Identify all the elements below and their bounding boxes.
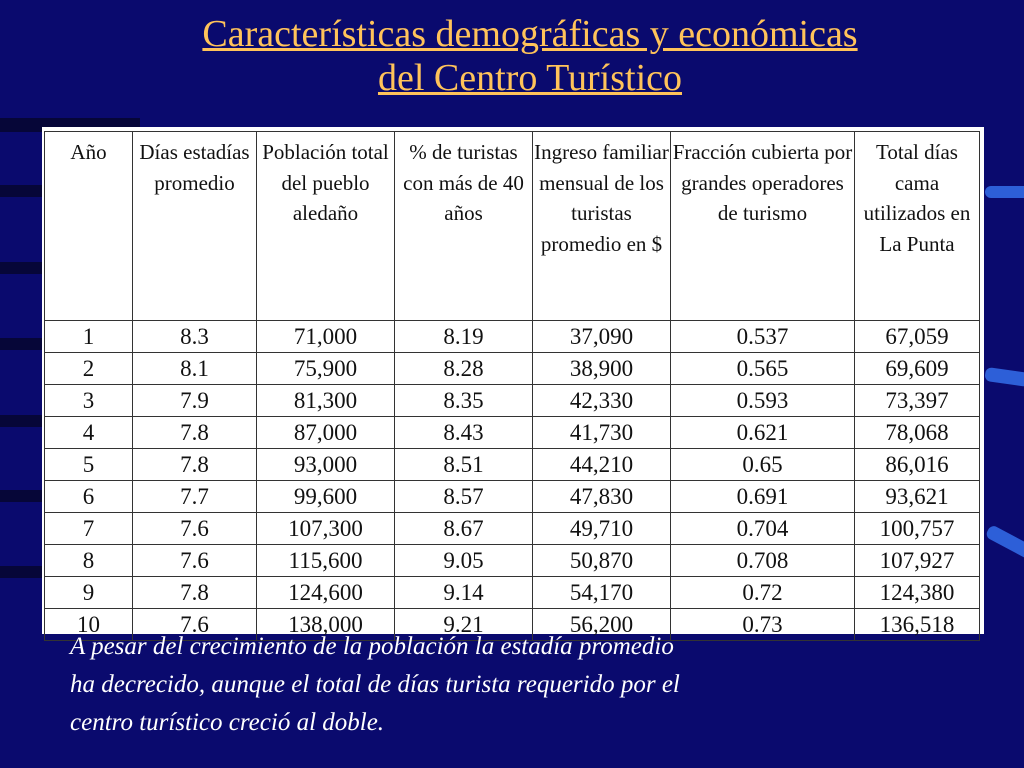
table-row — [45, 481, 980, 513]
table-cell: 37,090 — [533, 321, 671, 353]
table-cell: 8.35 — [395, 385, 533, 417]
table-cell: 7 — [45, 513, 133, 545]
table-cell: 75,900 — [257, 353, 395, 385]
column-header-town-population: Población total del pueblo aledaño — [257, 132, 395, 321]
table-cell: 67,059 — [855, 321, 980, 353]
table-cell: 9.05 — [395, 545, 533, 577]
table-cell: 7.6 — [133, 609, 257, 641]
table-cell: 100,757 — [855, 513, 980, 545]
table-cell: 0.537 — [671, 321, 855, 353]
background-stripe — [0, 415, 45, 427]
table-row — [45, 417, 980, 449]
table-cell: 93,000 — [257, 449, 395, 481]
table-cell: 7.6 — [133, 513, 257, 545]
table-cell: 8.51 — [395, 449, 533, 481]
column-header-total-bed-days: Total días cama utilizados en La Punta — [855, 132, 980, 321]
table-cell: 7.8 — [133, 417, 257, 449]
table-header-row — [45, 132, 980, 321]
table-cell: 8.57 — [395, 481, 533, 513]
table-cell: 6 — [45, 481, 133, 513]
table-cell: 8.3 — [133, 321, 257, 353]
table-cell: 0.621 — [671, 417, 855, 449]
table-cell: 124,600 — [257, 577, 395, 609]
column-header-tourists-over-40: % de turistas con más de 40 años — [395, 132, 533, 321]
table-cell: 56,200 — [533, 609, 671, 641]
slide-title — [0, 12, 1024, 100]
table-cell: 8.19 — [395, 321, 533, 353]
column-header-year: Año — [45, 132, 133, 321]
table-cell: 0.73 — [671, 609, 855, 641]
table-cell: 7.6 — [133, 545, 257, 577]
table-row — [45, 385, 980, 417]
table-cell: 0.708 — [671, 545, 855, 577]
column-header-avg-stay-days: Días estadías promedio — [133, 132, 257, 321]
table-cell: 138,000 — [257, 609, 395, 641]
table-cell: 10 — [45, 609, 133, 641]
table-cell: 50,870 — [533, 545, 671, 577]
table-cell: 3 — [45, 385, 133, 417]
caption-line-2: ha decrecido, aunque el total de días turista requerido por el — [70, 671, 680, 698]
table-cell: 8 — [45, 545, 133, 577]
table-row — [45, 449, 980, 481]
background-accent — [985, 524, 1024, 560]
data-table-container — [42, 127, 984, 637]
table-cell: 7.8 — [133, 449, 257, 481]
table-cell: 69,609 — [855, 353, 980, 385]
table-cell: 47,830 — [533, 481, 671, 513]
table-cell: 1 — [45, 321, 133, 353]
slide-title-line-2: del Centro Turístico — [377, 57, 683, 99]
background-accent — [984, 367, 1024, 387]
table-cell: 0.65 — [671, 449, 855, 481]
table-cell: 2 — [45, 353, 133, 385]
background-stripe — [0, 566, 45, 578]
table-cell: 81,300 — [257, 385, 395, 417]
table-cell: 93,621 — [855, 481, 980, 513]
table-cell: 0.593 — [671, 385, 855, 417]
table-cell: 8.67 — [395, 513, 533, 545]
table-cell: 0.565 — [671, 353, 855, 385]
column-header-operator-fraction: Fracción cubierta por grandes operadores de turismo — [671, 132, 855, 321]
table-cell: 9.21 — [395, 609, 533, 641]
table-cell: 54,170 — [533, 577, 671, 609]
slide-caption — [70, 628, 970, 742]
background-stripe — [0, 338, 45, 350]
background-accent — [985, 186, 1024, 198]
table-cell: 124,380 — [855, 577, 980, 609]
table-cell: 44,210 — [533, 449, 671, 481]
caption-line-3: centro turístico creció al doble. — [70, 709, 385, 736]
table-cell: 87,000 — [257, 417, 395, 449]
table-cell: 49,710 — [533, 513, 671, 545]
column-header-family-income: Ingreso familiar mensual de los turistas promedio en $ — [533, 132, 671, 321]
table-cell: 0.704 — [671, 513, 855, 545]
table-row — [45, 513, 980, 545]
table-cell: 71,000 — [257, 321, 395, 353]
table-cell: 4 — [45, 417, 133, 449]
table-cell: 7.9 — [133, 385, 257, 417]
table-cell: 8.43 — [395, 417, 533, 449]
data-table — [44, 131, 980, 641]
table-cell: 86,016 — [855, 449, 980, 481]
table-cell: 136,518 — [855, 609, 980, 641]
table-cell: 42,330 — [533, 385, 671, 417]
table-cell: 73,397 — [855, 385, 980, 417]
table-cell: 9 — [45, 577, 133, 609]
table-cell: 99,600 — [257, 481, 395, 513]
table-row — [45, 545, 980, 577]
table-cell: 38,900 — [533, 353, 671, 385]
table-cell: 5 — [45, 449, 133, 481]
table-cell: 7.8 — [133, 577, 257, 609]
table-cell: 9.14 — [395, 577, 533, 609]
table-row — [45, 353, 980, 385]
table-row — [45, 577, 980, 609]
table-cell: 8.1 — [133, 353, 257, 385]
table-cell: 0.691 — [671, 481, 855, 513]
table-cell: 115,600 — [257, 545, 395, 577]
table-cell: 8.28 — [395, 353, 533, 385]
caption-line-1: A pesar del crecimiento de la población la estadía promedio — [70, 633, 674, 660]
table-cell: 107,927 — [855, 545, 980, 577]
table-cell: 7.7 — [133, 481, 257, 513]
slide-title-line-1: Características demográficas y económicas — [202, 13, 858, 55]
table-cell: 41,730 — [533, 417, 671, 449]
background-stripe — [0, 490, 45, 502]
table-cell: 107,300 — [257, 513, 395, 545]
table-row — [45, 321, 980, 353]
table-cell: 78,068 — [855, 417, 980, 449]
table-cell: 0.72 — [671, 577, 855, 609]
